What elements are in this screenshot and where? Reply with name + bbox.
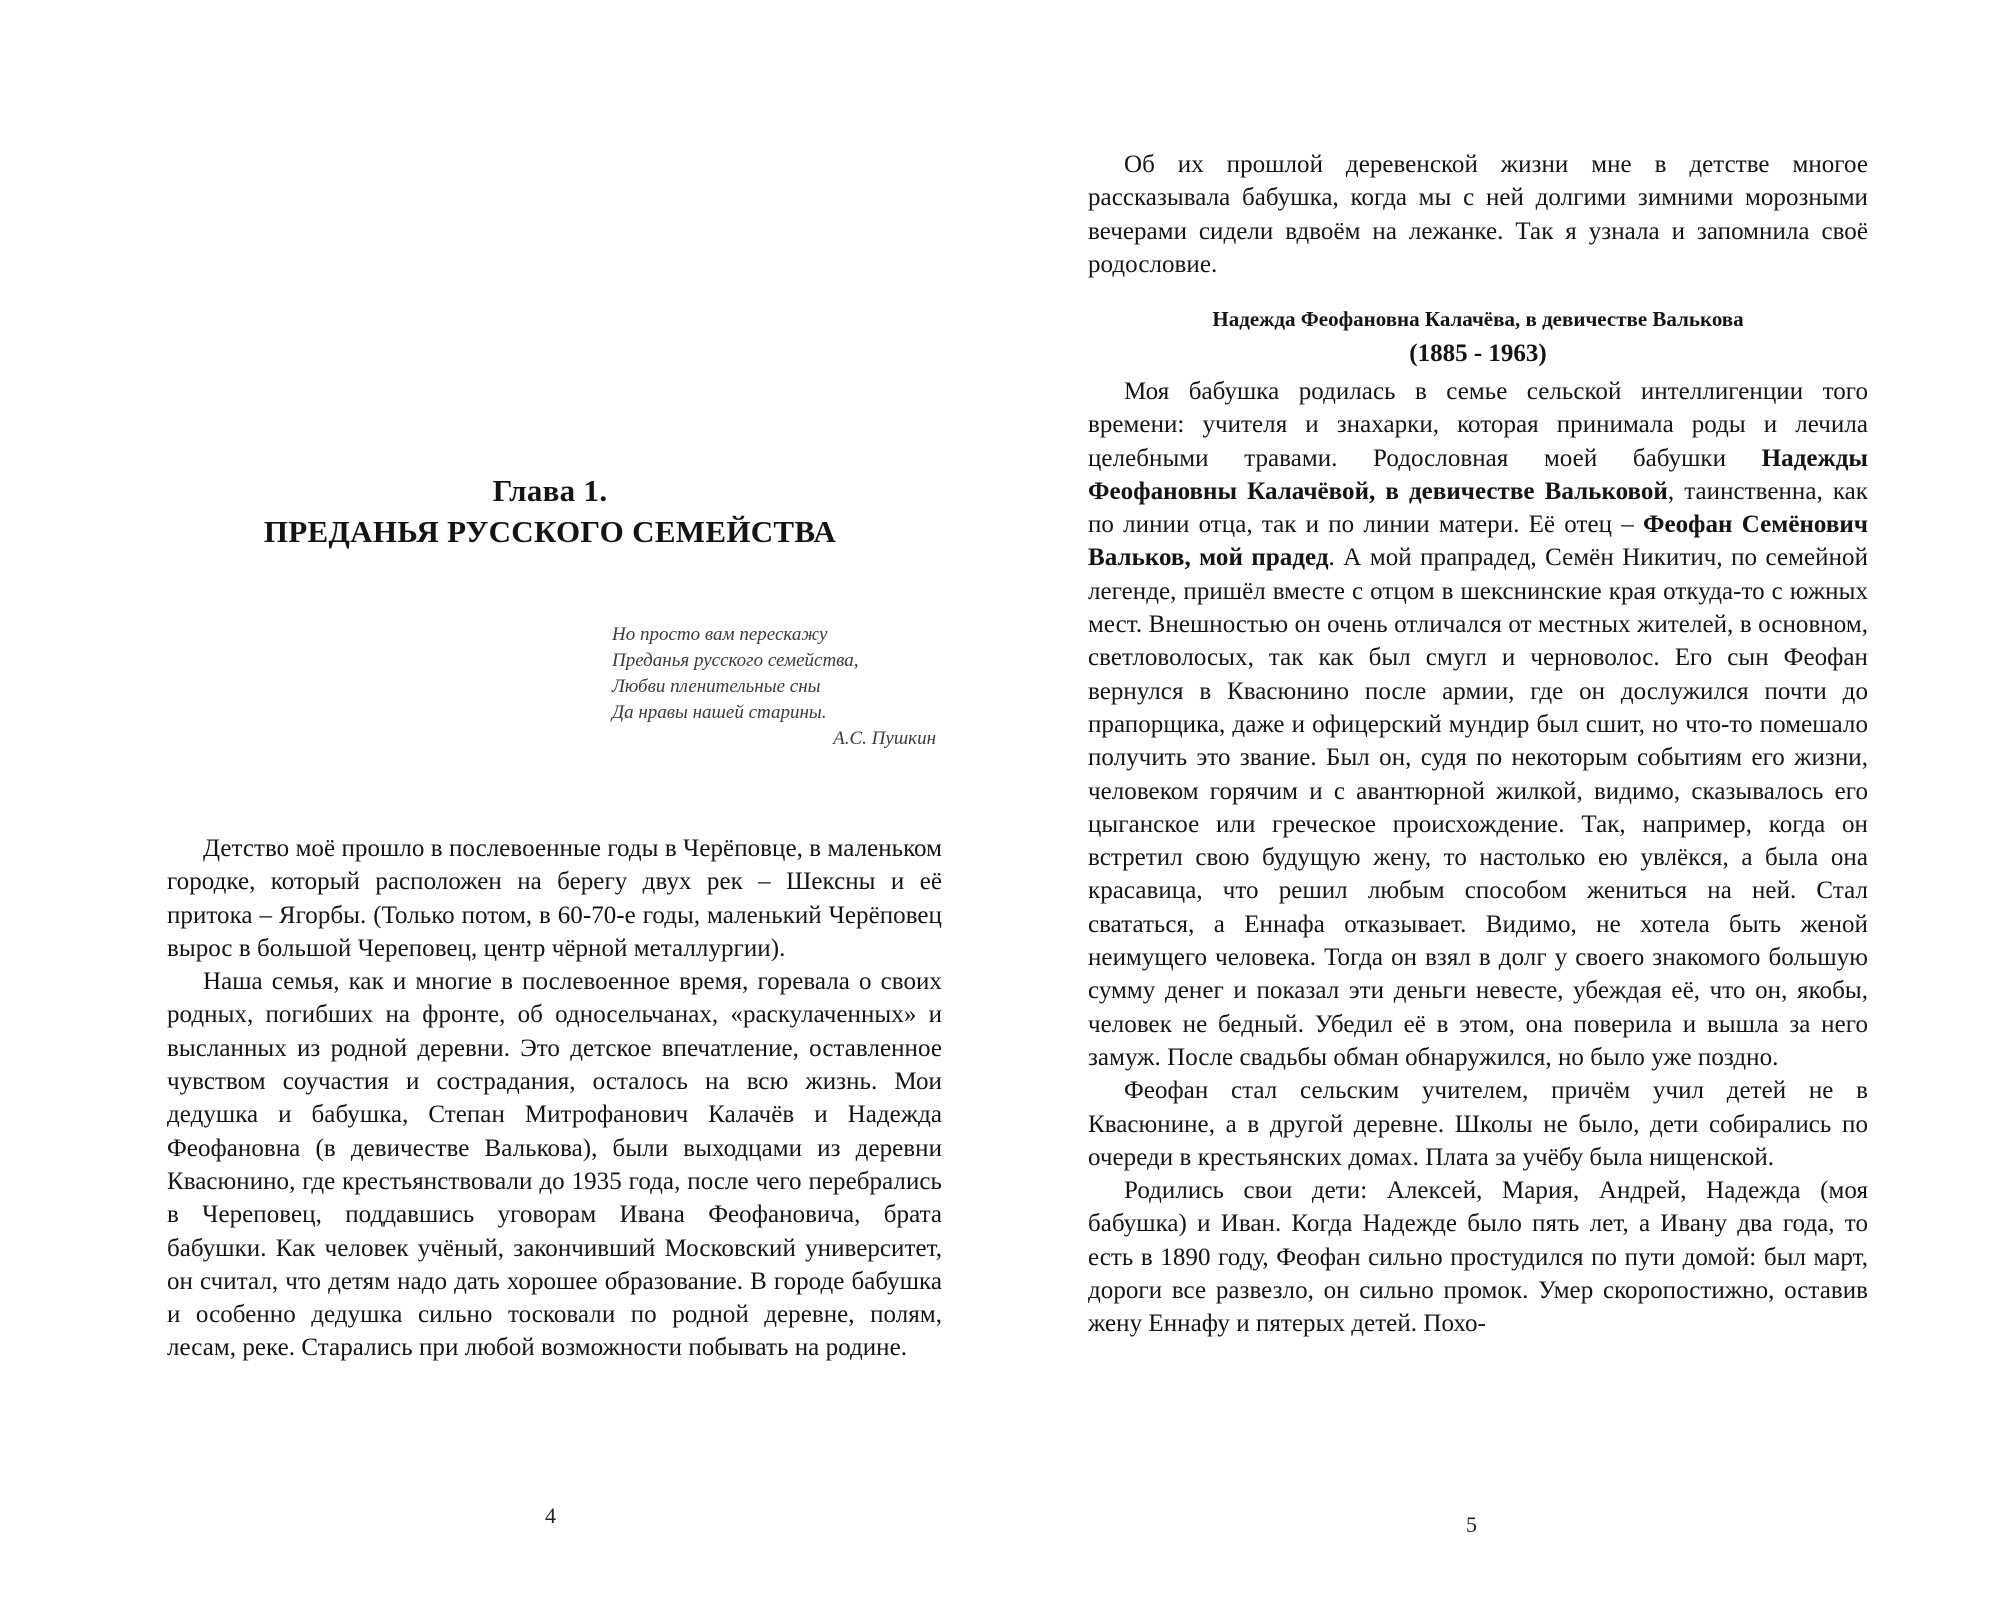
paragraph: Детство моё прошло в послевоенные годы в Черёповце, в маленьком городке, который расположен на берегу двух рек – Шексны и её притока – Ягорбы. (Только потом, в 60-70-е годы, маленький Черёповец вырос в большой Череповец, центр чёрной металлургии). bbox=[167, 835, 942, 962]
left-body-text bbox=[167, 832, 942, 1365]
page-number: 5 bbox=[1466, 1512, 1477, 1537]
page-number: 4 bbox=[545, 1503, 556, 1528]
chapter-number: Глава 1. bbox=[492, 473, 608, 508]
paragraph: Родились свои дети: Алексей, Мария, Андрей, Надежда (моя бабушка) и Иван. Когда Надежде было пять лет, а Ивану два года, то есть в 1890 году, Феофан сильно простудился по пути домой: был март, дороги все развезло, он сильно промок. Умер скоропостижно, оставив жену Еннафу и пятерых детей. Похо- bbox=[1088, 1177, 1868, 1338]
chapter-heading bbox=[250, 470, 850, 552]
paragraph: Об их прошлой деревенской жизни мне в детстве многое рассказывала бабушка, когда мы с ней долгими зимними морозными вечерами сидели вдвоём на лежанке. Так я узнала и запомнила своё родословие. bbox=[1088, 151, 1868, 278]
epigraph bbox=[612, 622, 942, 752]
chapter-title: ПРЕДАНЬЯ РУССКОГО СЕМЕЙСТВА bbox=[263, 514, 837, 549]
epigraph-line: Да нравы нашей старины. bbox=[612, 702, 827, 723]
section-heading-years: (1885 - 1963) bbox=[1409, 340, 1547, 367]
epigraph-line: Но просто вам перескажу bbox=[612, 624, 828, 645]
bold-name: Надежды Феофановны Калачёвой, в девичестве Вальковой bbox=[1088, 444, 1868, 505]
text-span: Моя бабушка родилась в семье сельской интеллигенции того времени: учителя и знахарки, которая принимала роды и лечила целебными травами. Родословная моей бабушки bbox=[1088, 378, 1868, 472]
paragraph: Феофан стал сельским учителем, причём учил детей не в Квасюнине, а в другой деревне. Школы не было, дети собирались по очереди в крестьянских домах. Плата за учёбу была нищенской. bbox=[1088, 1077, 1868, 1171]
epigraph-author: А.С. Пушкин bbox=[833, 728, 936, 749]
right-page bbox=[1000, 0, 2000, 1616]
paragraph: Наша семья, как и многие в послевоенное время, горевала о своих родных, погибших на фронте, об односельчанах, «раскулаченных» и высланных из родной деревни. Это детское впечатление, оставленное чувством соучастия и сострадания, осталось на всю жизнь. Мои дедушка и бабушка, Степан Митрофанович Калачёв и Надежда Феофановна (в девичестве Валькова), были выходцами из деревни Квасюнино, где крестьянствовали до 1935 года, после чего перебрались в Череповец, поддавшись уговорам Ивана Феофановича, брата бабушки. Как человек учёный, закончивший Московский университет, он считал, что детям надо дать хорошее образование. В городе бабушка и особенно дедушка сильно тосковали по родной деревне, полям, лесам, реке. Старались при любой возможности побывать на родине. bbox=[167, 968, 942, 1362]
epigraph-line: Любви пленительные сны bbox=[612, 676, 821, 697]
text-span: , таинственна, как по линии отца, так и по линии матери. Её отец – bbox=[1088, 477, 1869, 539]
section-heading-name: Надежда Феофановна Калачёва, в девичестве Валькова bbox=[1212, 307, 1744, 331]
right-body-text bbox=[1088, 375, 1868, 1341]
text-span: . А мой прапрадед, Семён Никитич, по семейной легенде, пришёл вместе с отцом в шекснинские края откуда-то с южных мест. Внешностью он очень отличался от местных жителей, в основном, светловолосых, так как был смугл и черноволос. Его сын Феофан вернулся в Квасюнино после армии, где он дослужился почти до прапорщика, даже и офицерский мундир был сшит, но что-то помешало получить это звание. Был он, судя по некоторым событиям его жизни, человеком горячим и с авантюрной жилкой, видимо, сказывалось его цыганское или греческое происхождение. Так, например, когда он встретил свою будущую жену, то настолько ею увлёкся, а была она красавица, что решил любым способом жениться на ней. Стал свататься, а Еннафа отказывает. Видимо, не хотела быть женой неимущего человека. Тогда он взял в долг у своего знакомого большую сумму денег и показал эти деньги невесте, убеждая её, что он, якобы, человек не бедный. Убедил её в этом, она поверила и вышла за него замуж. После свадьбы обман обнаружился, но было уже поздно. bbox=[1088, 544, 1868, 1071]
bold-name: Феофан Семёнович Вальков, мой прадед bbox=[1088, 511, 1869, 572]
paragraph bbox=[1088, 375, 1868, 1074]
epigraph-line: Преданья русского семейства, bbox=[612, 650, 859, 671]
intro-text bbox=[1088, 148, 1868, 281]
